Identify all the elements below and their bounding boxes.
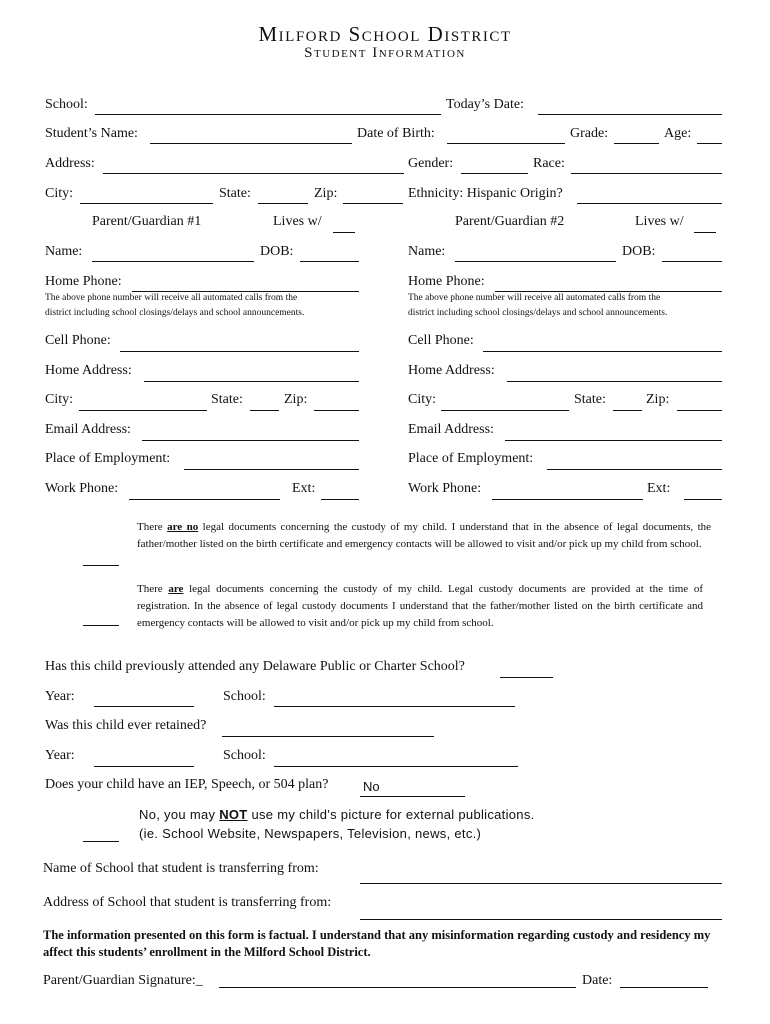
g2-ext-field[interactable] xyxy=(684,499,722,500)
g2-work-phone-label: Work Phone: xyxy=(408,481,482,496)
address-label: Address: xyxy=(45,156,95,171)
guardian2-lives-with-field[interactable] xyxy=(694,232,716,233)
g1-phone-note-2: district including school closings/delays and school announcements. xyxy=(45,308,305,318)
retained-school-label: School: xyxy=(223,748,266,763)
g2-name-label: Name: xyxy=(408,244,446,259)
g2-home-phone-label: Home Phone: xyxy=(408,274,485,289)
todays-date-field[interactable] xyxy=(538,114,722,115)
zip-field[interactable] xyxy=(343,203,403,204)
g1-work-phone-field[interactable] xyxy=(129,499,280,500)
g2-zip-label: Zip: xyxy=(646,392,670,407)
grade-field[interactable] xyxy=(614,143,659,144)
photo-optout-checkline[interactable] xyxy=(83,841,119,842)
iep-field[interactable] xyxy=(360,796,465,797)
g2-phone-note-1: The above phone number will receive all automated calls from the xyxy=(408,293,661,303)
custody-option1-text: There are no legal documents concerning the custody of my child. I understand that in the absence of legal documents, the father/mother listed on the birth certificate and emergency contacts will be allowed to visit and/or pick up my child from school. xyxy=(137,521,712,550)
g1-state-field[interactable] xyxy=(250,410,279,411)
g2-cell-field[interactable] xyxy=(483,351,722,352)
signature-label: Parent/Guardian Signature:_ xyxy=(43,973,203,988)
photo-optout-line2: (ie. School Website, Newspapers, Television, news, etc.) xyxy=(139,826,482,841)
g2-city-label: City: xyxy=(408,392,437,407)
g1-work-phone-label: Work Phone: xyxy=(45,481,119,496)
g1-city-label: City: xyxy=(45,392,74,407)
g2-cell-label: Cell Phone: xyxy=(408,333,474,348)
dob-label: Date of Birth: xyxy=(357,126,435,141)
delaware-question: Has this child previously attended any Delaware Public or Charter School? xyxy=(45,659,465,674)
g2-home-address-field[interactable] xyxy=(507,381,722,382)
g2-employment-field[interactable] xyxy=(547,469,722,470)
student-name-label: Student’s Name: xyxy=(45,126,138,141)
retained-question: Was this child ever retained? xyxy=(45,718,207,733)
transfer-school-address-label: Address of School that student is transferring from: xyxy=(43,895,332,910)
signature-date-label: Date: xyxy=(582,973,613,988)
g2-email-label: Email Address: xyxy=(408,422,494,437)
transfer-school-name-label: Name of School that student is transferring from: xyxy=(43,861,319,876)
g1-name-field[interactable] xyxy=(92,261,254,262)
retained-year-label: Year: xyxy=(45,748,75,763)
photo-optout-line1: No, you may NOT use my child's picture for external publications. xyxy=(139,807,535,822)
iep-value[interactable]: No xyxy=(363,779,380,794)
dob-field[interactable] xyxy=(447,143,565,144)
g1-cell-label: Cell Phone: xyxy=(45,333,111,348)
custody-option2-text: There are legal documents concerning the custody of my child. Legal custody documents are provided at the time of registration. In the absence of legal custody documents I understand that the father/mother listed on the birth certificate and emergency contacts will be allowed to visit and/or pick up my child from school. xyxy=(137,583,704,629)
g2-city-field[interactable] xyxy=(441,410,569,411)
retained-year-field[interactable] xyxy=(94,766,194,767)
ethnicity-label: Ethnicity: Hispanic Origin? xyxy=(408,186,563,201)
transfer-school-name-field[interactable] xyxy=(360,883,722,884)
g1-city-field[interactable] xyxy=(79,410,207,411)
retained-field[interactable] xyxy=(222,736,434,737)
ethnicity-field[interactable] xyxy=(577,203,722,204)
retained-school-field[interactable] xyxy=(274,766,518,767)
year-label: Year: xyxy=(45,689,75,704)
g1-ext-label: Ext: xyxy=(292,481,316,496)
signature-date-field[interactable] xyxy=(620,987,708,988)
g1-name-label: Name: xyxy=(45,244,83,259)
gender-label: Gender: xyxy=(408,156,454,171)
g1-dob-field[interactable] xyxy=(300,261,359,262)
zip-label: Zip: xyxy=(314,186,338,201)
transfer-school-address-field[interactable] xyxy=(360,919,722,920)
guardian1-lives-with: Lives w/ xyxy=(273,214,322,229)
g1-state-label: State: xyxy=(211,392,243,407)
state-label: State: xyxy=(219,186,251,201)
g1-phone-note-1: The above phone number will receive all automated calls from the xyxy=(45,293,298,303)
custody-option2-checkline[interactable] xyxy=(83,625,119,626)
g1-home-address-label: Home Address: xyxy=(45,363,132,378)
g2-zip-field[interactable] xyxy=(677,410,722,411)
guardian1-heading: Parent/Guardian #1 xyxy=(92,214,202,229)
signature-field[interactable] xyxy=(219,987,576,988)
g1-home-phone-field[interactable] xyxy=(132,291,359,292)
g2-dob-field[interactable] xyxy=(662,261,722,262)
school-field[interactable] xyxy=(95,114,441,115)
gender-field[interactable] xyxy=(461,173,528,174)
g2-email-field[interactable] xyxy=(505,440,722,441)
iep-question: Does your child have an IEP, Speech, or 504 plan? xyxy=(45,777,329,792)
g2-state-label: State: xyxy=(574,392,606,407)
student-name-field[interactable] xyxy=(150,143,352,144)
g2-name-field[interactable] xyxy=(455,261,616,262)
school-label: School: xyxy=(45,97,88,112)
g1-zip-label: Zip: xyxy=(284,392,308,407)
state-field[interactable] xyxy=(258,203,308,204)
g2-home-phone-field[interactable] xyxy=(495,291,722,292)
g2-dob-label: DOB: xyxy=(622,244,656,259)
g2-work-phone-field[interactable] xyxy=(492,499,643,500)
g2-employment-label: Place of Employment: xyxy=(408,451,534,466)
g2-state-field[interactable] xyxy=(613,410,642,411)
address-field[interactable] xyxy=(103,173,404,174)
prev-school-label: School: xyxy=(223,689,266,704)
g1-home-phone-label: Home Phone: xyxy=(45,274,122,289)
guardian1-lives-with-field[interactable] xyxy=(333,232,355,233)
g1-ext-field[interactable] xyxy=(321,499,359,500)
todays-date-label: Today’s Date: xyxy=(446,97,524,112)
g1-zip-field[interactable] xyxy=(314,410,359,411)
form-title: Milford School District xyxy=(258,22,512,46)
g1-email-label: Email Address: xyxy=(45,422,131,437)
factual-statement: The information presented on this form is factual. I understand that any misinformation regarding custody and residency my affect this students’ enrollment in the Milford School District. xyxy=(43,928,711,959)
g2-phone-note-2: district including school closings/delays and school announcements. xyxy=(408,308,668,318)
g2-ext-label: Ext: xyxy=(647,481,671,496)
grade-label: Grade: xyxy=(570,126,609,141)
city-field[interactable] xyxy=(80,203,213,204)
form-subtitle: Student Information xyxy=(304,45,466,61)
g1-employment-label: Place of Employment: xyxy=(45,451,171,466)
g1-email-field[interactable] xyxy=(142,440,359,441)
age-label: Age: xyxy=(664,126,692,141)
guardian2-heading: Parent/Guardian #2 xyxy=(455,214,565,229)
g1-cell-field[interactable] xyxy=(120,351,359,352)
custody-option1-checkline[interactable] xyxy=(83,565,119,566)
race-label: Race: xyxy=(533,156,565,171)
year-field[interactable] xyxy=(94,706,194,707)
city-label: City: xyxy=(45,186,74,201)
delaware-answer-field[interactable] xyxy=(500,677,553,678)
guardian2-lives-with: Lives w/ xyxy=(635,214,684,229)
race-field[interactable] xyxy=(571,173,722,174)
age-field[interactable] xyxy=(697,143,722,144)
g1-home-address-field[interactable] xyxy=(144,381,359,382)
g1-dob-label: DOB: xyxy=(260,244,294,259)
prev-school-field[interactable] xyxy=(274,706,515,707)
g1-employment-field[interactable] xyxy=(184,469,359,470)
g2-home-address-label: Home Address: xyxy=(408,363,495,378)
